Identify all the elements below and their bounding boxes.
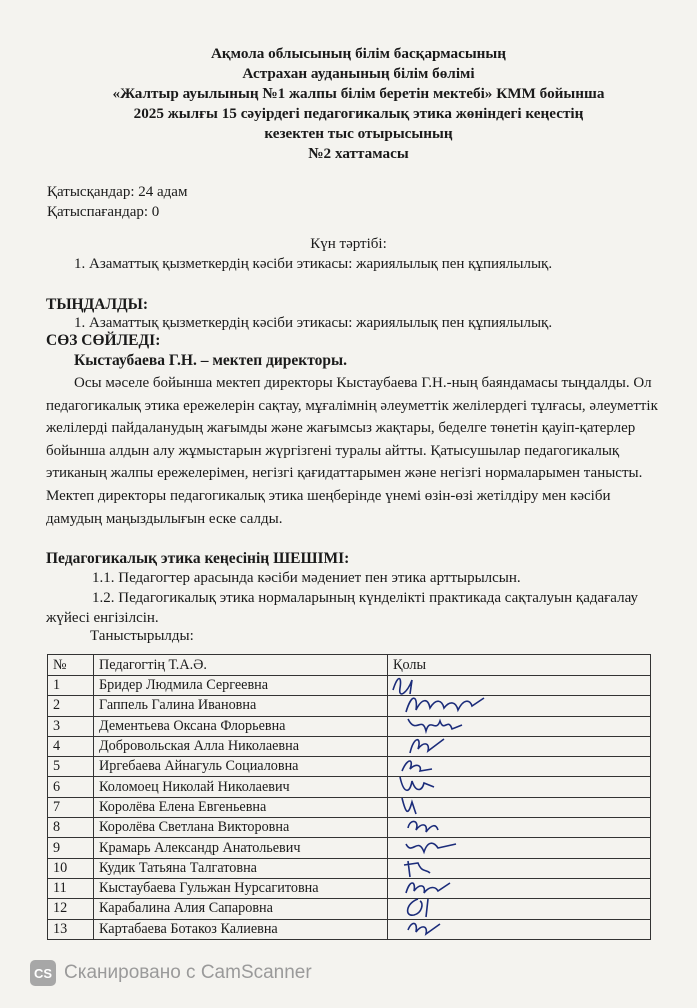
col-header-sign: Қолы bbox=[388, 655, 651, 676]
heard-item: 1. Азаматтық қызметкердің кәсіби этикасы: жариялылық пен құпиялылық. bbox=[74, 315, 553, 331]
agenda-title: Күн тәртібі: bbox=[310, 236, 387, 252]
header-line-6: №2 хаттамасы bbox=[308, 145, 409, 162]
heard-title: ТЫҢДАЛДЫ: bbox=[46, 296, 149, 313]
col-header-name: Педагогтің Т.А.Ә. bbox=[94, 655, 388, 676]
signature-icon bbox=[388, 916, 458, 942]
row-num: 1 bbox=[48, 676, 94, 696]
table-row bbox=[48, 858, 651, 878]
row-num: 10 bbox=[48, 858, 94, 878]
row-name: Королёва Елена Евгеньевна bbox=[94, 797, 388, 817]
absent-count: Қатыспағандар: 0 bbox=[47, 204, 160, 220]
table-row bbox=[48, 716, 651, 736]
row-num: 6 bbox=[48, 777, 94, 797]
signature-table bbox=[47, 654, 651, 940]
row-num: 2 bbox=[48, 696, 94, 716]
row-num: 3 bbox=[48, 716, 94, 736]
header-line-2: Астрахан ауданының білім бөлімі bbox=[242, 65, 475, 82]
spoke-title: СӨЗ СӨЙЛЕДІ: bbox=[46, 332, 161, 349]
present-count: Қатысқандар: 24 адам bbox=[47, 184, 188, 200]
speech-paragraph-2: Мектеп директоры педагогикалық этика шеңберінде үнемі өзін-өзі жетілдіру мен кәсіби дамудың маңыздылығын еске салды. bbox=[46, 487, 611, 527]
row-name: Картабаева Ботакоз Калиевна bbox=[94, 919, 388, 939]
row-name: Коломоец Николай Николаевич bbox=[94, 777, 388, 797]
table-row bbox=[48, 676, 651, 696]
row-num: 13 bbox=[48, 919, 94, 939]
table-row bbox=[48, 757, 651, 777]
row-name: Королёва Светлана Викторовна bbox=[94, 818, 388, 838]
row-name: Бридер Людмила Сергеевна bbox=[94, 676, 388, 696]
decision-item-1: 1.1. Педагогтер арасында кәсіби мәдениет пен этика арттырылсын. bbox=[92, 570, 521, 586]
table-row bbox=[48, 797, 651, 817]
decision-title: Педагогикалық этика кеңесінің ШЕШІМІ: bbox=[46, 550, 350, 567]
row-name: Добровольская Алла Николаевна bbox=[94, 736, 388, 756]
row-num: 11 bbox=[48, 878, 94, 898]
camscanner-logo-icon: CS bbox=[30, 960, 56, 986]
row-num: 12 bbox=[48, 899, 94, 919]
watermark-text: Сканировано с CamScanner bbox=[64, 962, 312, 983]
header-line-3: «Жалтыр ауылының №1 жалпы білім беретін мектебі» КММ бойынша bbox=[112, 85, 605, 102]
decision-body bbox=[46, 568, 657, 628]
col-header-num: № bbox=[48, 655, 94, 676]
attendance bbox=[47, 182, 187, 222]
table-row bbox=[48, 696, 651, 716]
decision-item-2: 1.2. Педагогикалық этика нормаларының күнделікті практикада сақталуын қадағалау жүйесі енгізілсін. bbox=[46, 590, 638, 626]
row-name: Кыстаубаева Гульжан Нурсагитовна bbox=[94, 878, 388, 898]
row-name: Кудик Татьяна Талгатовна bbox=[94, 858, 388, 878]
row-num: 7 bbox=[48, 797, 94, 817]
header-line-4: 2025 жылғы 15 сәуірдегі педагогикалық этика жөніндегі кеңестің bbox=[133, 105, 584, 122]
header-line-5: кезектен тыс отырысының bbox=[264, 125, 453, 142]
table-row bbox=[48, 736, 651, 756]
table-row bbox=[48, 838, 651, 858]
row-name: Крамарь Александр Анатольевич bbox=[94, 838, 388, 858]
acquainted-label: Таныстырылды: bbox=[90, 628, 194, 644]
table-row bbox=[48, 777, 651, 797]
row-name: Дементьева Оксана Флорьевна bbox=[94, 716, 388, 736]
row-name: Гаппель Галина Ивановна bbox=[94, 696, 388, 716]
table-header-row bbox=[48, 655, 651, 676]
row-name: Иргебаева Айнагуль Социаловна bbox=[94, 757, 388, 777]
scanner-watermark bbox=[30, 960, 312, 986]
table-row bbox=[48, 818, 651, 838]
row-num: 4 bbox=[48, 736, 94, 756]
row-num: 9 bbox=[48, 838, 94, 858]
row-num: 5 bbox=[48, 757, 94, 777]
speech-paragraph-1: Осы мәселе бойынша мектеп директоры Кыстаубаева Г.Н.-ның баяндамасы тыңдалды. Ол педагогикалық этика ережелерін сақтау, мұғалімнің әлеуметтік желілердегі тұлғасы, әлеуметтік желілерді пайдаланудың жағымды және жағымсыз жақтары, беделге төнетін қауіп-қатерлер бойынша алдын алу жұмыстарын жүргізгені туралы айтты. Қатысушылар педагогикалық этиканың жалпы ережелерімен, негізгі қағидаттарымен және негізгі нормаларымен танысты. bbox=[46, 375, 658, 482]
speech-body bbox=[46, 372, 659, 530]
table-row bbox=[48, 878, 651, 898]
signature-cell bbox=[388, 919, 651, 939]
row-num: 8 bbox=[48, 818, 94, 838]
table-row bbox=[48, 919, 651, 939]
agenda-item: 1. Азаматтық қызметкердің кәсіби этикасы: жариялылық пен құпиялылық. bbox=[74, 256, 553, 272]
document-header bbox=[60, 44, 657, 164]
row-name: Карабалина Алия Сапаровна bbox=[94, 899, 388, 919]
header-line-1: Ақмола облысының білім басқармасының bbox=[210, 45, 507, 62]
table-row bbox=[48, 899, 651, 919]
speaker: Кыстаубаева Г.Н. – мектеп директоры. bbox=[74, 352, 347, 369]
